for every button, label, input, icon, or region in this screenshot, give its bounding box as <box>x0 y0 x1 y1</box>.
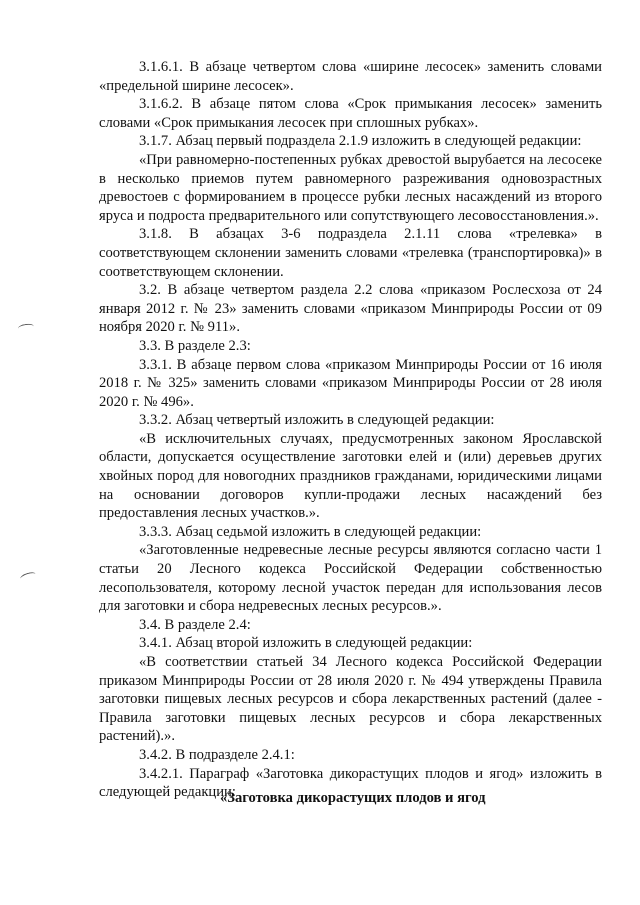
paragraph-3-3-1: 3.3.1. В абзаце первом слова «приказом Минприроды России от 16 июля 2018 г. № 325» заменить словами «приказом Минприроды России от 28 июля 2020 г. № 496». <box>99 356 602 410</box>
paragraph-3-3-3: 3.3.3. Абзац седьмой изложить в следующей редакции: <box>139 523 482 540</box>
quoted-text-3-1-7: «При равномерно-постепенных рубках древостой вырубается на лесосеке в несколько приемов путем равномерного разреживания одновозрастных древостоев с формированием в процессе рубки лесных насаждений из второго яруса и подроста предварительного или сопутствующего лесовосстановления.». <box>99 151 602 224</box>
quoted-text-3-3-3: «Заготовленные недревесные лесные ресурсы являются согласно части 1 статьи 20 Лесного кодекса Российской Федерации собственностью лесопользователя, которому лесной участок передан для использования лесов для заготовки и сбора недревесных лесных ресурсов.». <box>99 542 602 615</box>
paragraph-3-1-7: 3.1.7. Абзац первый подраздела 2.1.9 изложить в следующей редакции: <box>139 133 582 150</box>
paragraph-3-4: 3.4. В разделе 2.4: <box>139 616 251 633</box>
paragraph-3-4-2: 3.4.2. В подразделе 2.4.1: <box>139 746 295 763</box>
paragraph-3-4-1: 3.4.1. Абзац второй изложить в следующей редакции: <box>139 635 473 652</box>
paragraph-3-1-8: 3.1.8. В абзацах 3-6 подраздела 2.1.11 слова «трелевка» в соответствующем склонении заменить словами «трелевка (транспортировка)» в соответствующем склонении. <box>99 226 602 280</box>
paragraph-3-3: 3.3. В разделе 2.3: <box>139 337 251 354</box>
paragraph-3-1-6-1: 3.1.6.1. В абзаце четвертом слова «ширине лесосек» заменить словами «предельной ширине лесосек». <box>99 59 602 94</box>
section-heading: «Заготовка дикорастущих плодов и ягод <box>220 790 486 806</box>
paragraph-3-3-2: 3.3.2. Абзац четвертый изложить в следующей редакции: <box>139 412 495 429</box>
paragraph-3-4-2-1: 3.4.2.1. Параграф «Заготовка дикорастущих плодов и ягод» изложить в следующей редакции: <box>99 765 602 801</box>
paragraph-3-2: 3.2. В абзаце четвертом раздела 2.2 слова «приказом Рослесхоза от 24 января 2012 г. № 23» заменить словами «приказом Минприроды России от 09 ноября 2020 г. № 911». <box>99 282 602 336</box>
paragraph-3-1-6-2: 3.1.6.2. В абзаце пятом слова «Срок примыкания лесосек» заменить словами «Срок примыкания лесосек при сплошных рубках». <box>99 96 602 131</box>
document-body <box>99 58 602 802</box>
margin-pen-mark <box>19 571 36 583</box>
margin-pen-mark <box>18 323 35 332</box>
quoted-text-3-4-1: «В соответствии статьей 34 Лесного кодекса Российской Федерации приказом Минприроды России от 28 июля 2020 г. № 494 утверждены Правила заготовки пищевых лесных ресурсов и сбора лекарственных растений (далее - Правила заготовки пищевых лесных ресурсов и сбора лекарственных растений).». <box>99 654 602 745</box>
quoted-text-3-3-2: «В исключительных случаях, предусмотренных законом Ярославской области, допускается осуществление заготовки елей и (или) деревьев других хвойных пород для новогодних праздников гражданами, юридическими лицами на основании договоров купли-продажи лесных насаждений без предоставления лесных участков.». <box>99 430 602 522</box>
